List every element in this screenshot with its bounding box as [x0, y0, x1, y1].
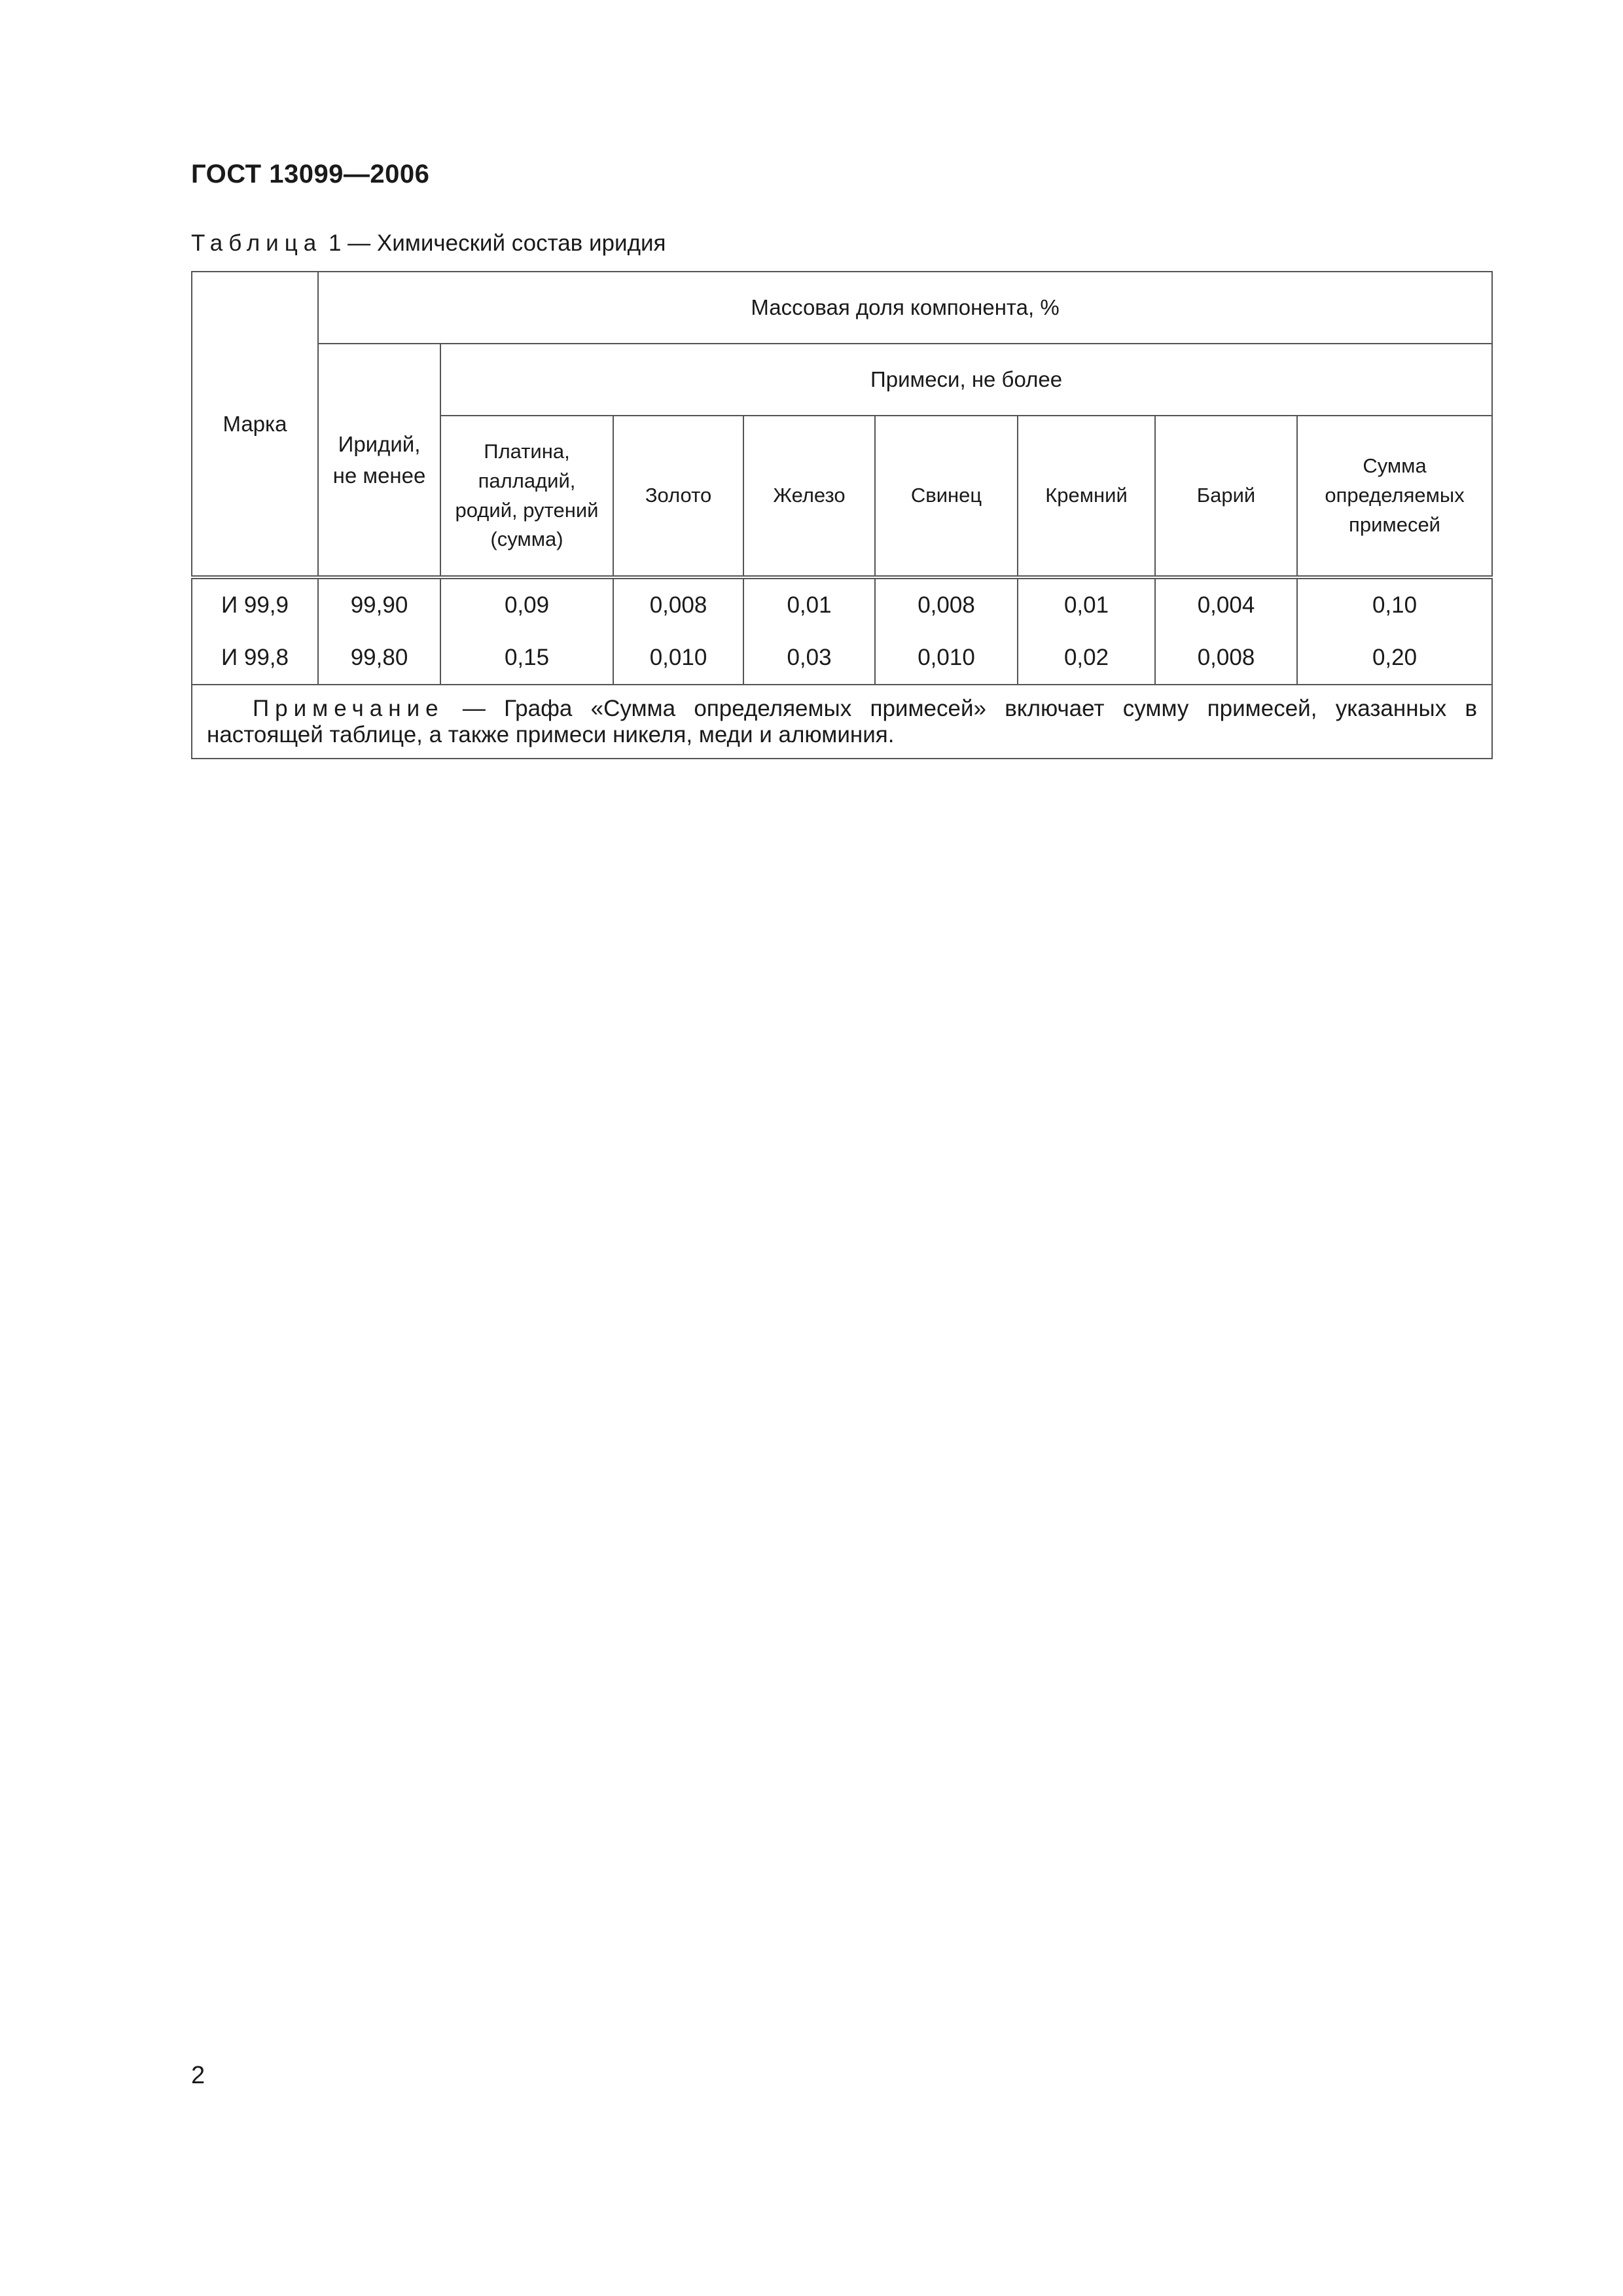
cell-gold: 0,010 [613, 632, 743, 685]
composition-table [191, 271, 1493, 759]
table-caption-title: 1 — Химический состав иридия [322, 230, 666, 256]
table-caption-label: Таблица [191, 230, 323, 256]
table-row [192, 632, 1492, 685]
cell-silicon: 0,02 [1018, 632, 1155, 685]
cell-iron: 0,03 [743, 632, 875, 685]
cell-lead: 0,010 [875, 632, 1018, 685]
header-mark: Марка [192, 272, 318, 577]
header-impurities: Примеси, не более [440, 344, 1492, 416]
header-iridium: Иридий, не менее [318, 344, 440, 577]
cell-lead: 0,008 [875, 577, 1018, 632]
cell-iridium: 99,80 [318, 632, 440, 685]
cell-gold: 0,008 [613, 577, 743, 632]
header-barium: Барий [1155, 416, 1297, 577]
cell-impurities-sum: 0,20 [1297, 632, 1492, 685]
header-impurities-sum: Сумма определяемых примесей [1297, 416, 1492, 577]
cell-platinum-group: 0,15 [440, 632, 613, 685]
header-mass-fraction: Массовая доля компонента, % [318, 272, 1492, 344]
table-row [192, 577, 1492, 632]
cell-mark: И 99,9 [192, 577, 318, 632]
table-note [192, 685, 1492, 759]
document-header: ГОСТ 13099—2006 [191, 160, 430, 188]
table-caption [191, 230, 666, 257]
composition-table-container [191, 271, 1491, 759]
cell-barium: 0,008 [1155, 632, 1297, 685]
cell-mark: И 99,8 [192, 632, 318, 685]
table-note-text: — Графа «Сумма определяемых примесей» включает сумму примесей, указанных в настоящей таблице, а также примеси никеля, меди и алюминия. [207, 696, 1478, 748]
header-silicon: Кремний [1018, 416, 1155, 577]
cell-platinum-group: 0,09 [440, 577, 613, 632]
cell-barium: 0,004 [1155, 577, 1297, 632]
cell-iridium: 99,90 [318, 577, 440, 632]
header-platinum-group: Платина, палладий, родий, рутений (сумма) [440, 416, 613, 577]
cell-iron: 0,01 [743, 577, 875, 632]
page-number: 2 [191, 2062, 205, 2089]
table-note-label: Примечание [253, 696, 444, 721]
header-gold: Золото [613, 416, 743, 577]
header-lead: Свинец [875, 416, 1018, 577]
cell-silicon: 0,01 [1018, 577, 1155, 632]
cell-impurities-sum: 0,10 [1297, 577, 1492, 632]
header-iron: Железо [743, 416, 875, 577]
